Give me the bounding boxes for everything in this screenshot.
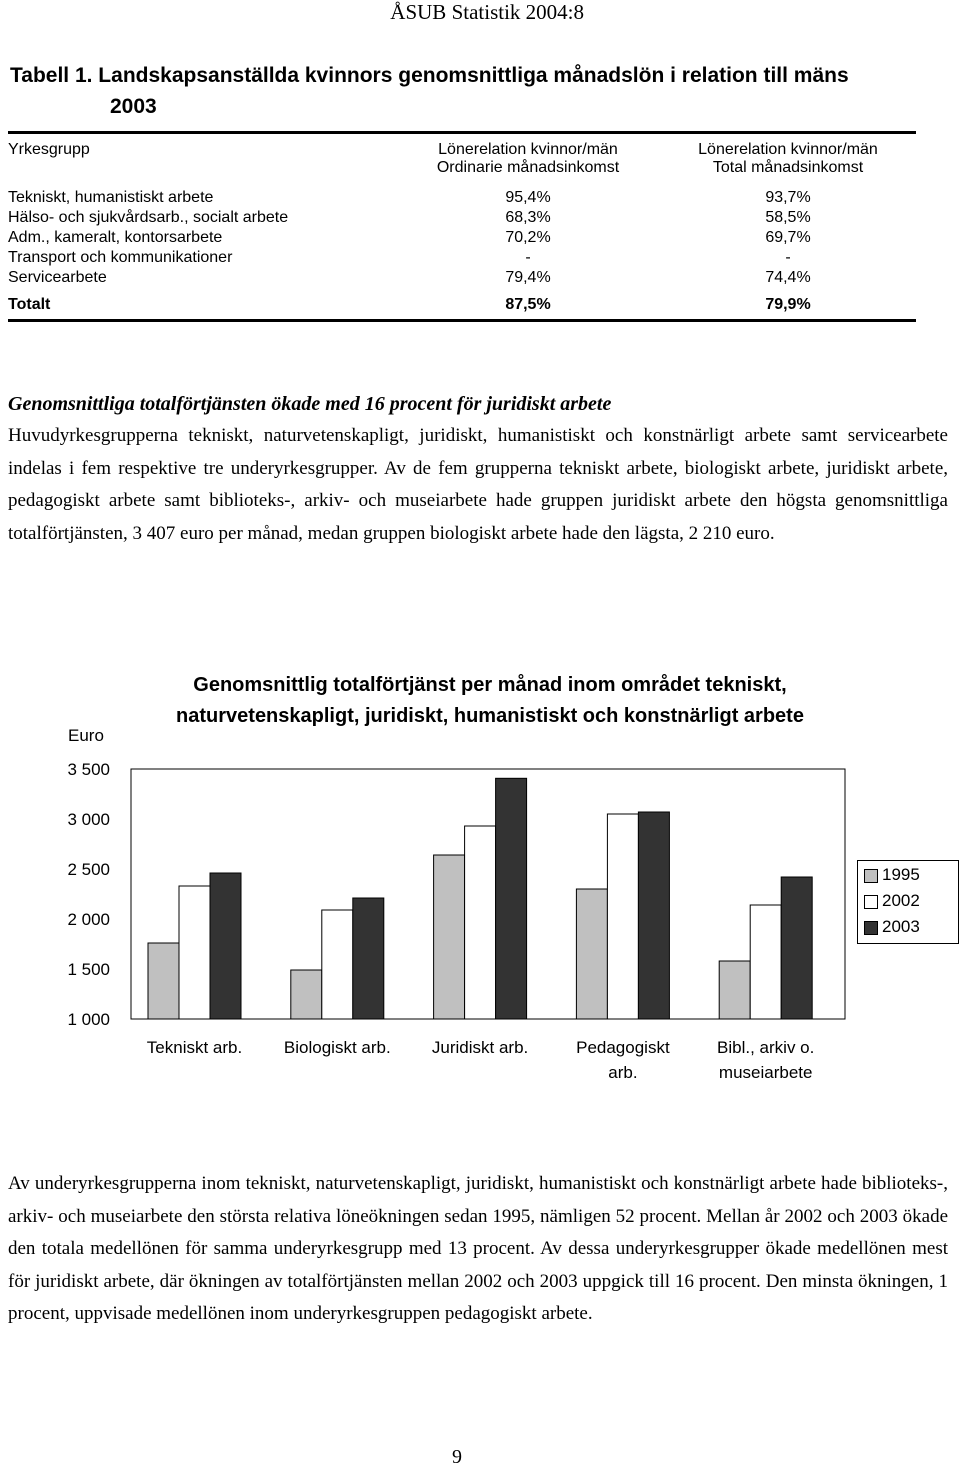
y-tick-label: 2 000 [67, 910, 110, 929]
x-category-label: arb. [608, 1063, 638, 1082]
page-number: 9 [452, 1446, 462, 1468]
row-total: 93,7% [765, 189, 811, 206]
column-header-ordinary [408, 141, 648, 177]
chart-title-line1: Genomsnittlig totalförtjänst per månad inom området tekniskt, [193, 674, 787, 696]
chart-title [130, 670, 850, 732]
legend-swatch-2003 [864, 921, 878, 935]
y-tick-label: 1 500 [67, 960, 110, 979]
row-total: 69,7% [765, 229, 811, 246]
legend-swatch-1995 [864, 869, 878, 883]
legend-label-2003: 2003 [882, 917, 920, 936]
bar-2002 [465, 826, 496, 1019]
x-category-label: Biologiskt arb. [283, 1038, 391, 1057]
x-category-label: Bibl., arkiv o. [717, 1038, 815, 1057]
row-group: Hälso- och sjukvårdsarb., socialt arbete [8, 209, 289, 226]
row-ordinary: 87,5% [505, 296, 551, 313]
table-row [8, 248, 916, 268]
paragraph: Av underyrkesgrupperna inom tekniskt, naturvetenskapligt, juridiskt, humanistiskt och konstnärligt arbete hade biblioteks-, arkiv- och museiarbete den största relativa löneökningen sedan 1995, nämligen 52 procent. Mellan år 2002 och 2003 ökade den totala medellönen för samma underyrkesgrupp med 13 procent. Av dessa underyrkesgrupper ökade medellönen mest för juridiskt arbete, där ökningen av totalförtjänsten mellan 2002 och 2003 uppgick till 16 procent. Den minsta ökningen, 1 procent, uppvisade medellönen inom underyrkesgruppen pedagogiskt arbete. [8, 1173, 948, 1324]
row-group: Transport och kommunikationer [8, 249, 233, 266]
bar-1995 [291, 970, 322, 1019]
table-row [8, 228, 916, 248]
table-top-rule [8, 131, 916, 134]
section-heading: Genomsnittliga totalförtjänsten ökade med 16 procent för juridiskt arbete [8, 393, 612, 415]
row-group: Servicearbete [8, 269, 107, 286]
table-row [8, 268, 916, 288]
bar-1995 [434, 855, 465, 1019]
column-header-ordinary-line2: Ordinarie månadsinkomst [436, 159, 620, 176]
bar-2003 [353, 898, 384, 1019]
row-ordinary: 70,2% [505, 229, 551, 246]
row-group: Adm., kameralt, kontorsarbete [8, 229, 223, 246]
legend-item-2002 [882, 891, 920, 911]
column-header-total-line1: Lönerelation kvinnor/män [698, 141, 878, 158]
bar-2003 [781, 877, 812, 1019]
y-tick-label: 1 000 [67, 1010, 110, 1029]
column-header-total-line2: Total månadsinkomst [712, 159, 864, 176]
table-total-row [8, 295, 916, 315]
column-header-group: Yrkesgrupp [8, 141, 90, 158]
x-category-label: Juridiskt arb. [431, 1038, 529, 1057]
table-title-line2: 2003 [110, 95, 157, 118]
row-ordinary: 68,3% [505, 209, 551, 226]
legend-label-2002: 2002 [882, 891, 920, 910]
row-total: 74,4% [765, 269, 811, 286]
bar-1995 [719, 961, 750, 1019]
column-header-total [668, 141, 908, 177]
bar-2002 [607, 814, 638, 1019]
legend-item-1995 [882, 865, 920, 885]
x-category-label: Pedagogiskt [576, 1038, 670, 1057]
y-axis-unit-label: Euro [68, 726, 104, 745]
y-tick-label: 3 000 [67, 810, 110, 829]
bar-2003 [638, 812, 669, 1019]
bar-2002 [750, 905, 781, 1019]
row-total: 58,5% [765, 209, 811, 226]
table-row [8, 208, 916, 228]
y-tick-label: 3 500 [67, 760, 110, 779]
x-category-label: museiarbete [718, 1063, 813, 1082]
bar-2003 [496, 778, 527, 1019]
row-group: Tekniskt, humanistiskt arbete [8, 189, 214, 206]
table-bottom-rule [8, 319, 916, 322]
y-tick-label: 2 500 [67, 860, 110, 879]
column-header-ordinary-line1: Lönerelation kvinnor/män [438, 141, 618, 158]
row-ordinary: 79,4% [505, 269, 551, 286]
bar-chart [0, 740, 960, 1090]
page-header: ÅSUB Statistik 2004:8 [390, 0, 584, 24]
row-ordinary: - [525, 249, 531, 266]
table-title [10, 60, 950, 122]
row-total: - [785, 249, 791, 266]
chart-title-line2: naturvetenskapligt, juridiskt, humanistiskt och konstnärligt arbete [176, 705, 804, 727]
chart-legend [857, 860, 959, 944]
table-row [8, 188, 916, 208]
bar-2003 [210, 873, 241, 1019]
row-total: 79,9% [765, 296, 811, 313]
table-title-line1: Tabell 1. Landskapsanställda kvinnors genomsnittliga månadslön i relation till mäns [10, 64, 849, 87]
legend-label-1995: 1995 [882, 865, 920, 884]
legend-swatch-2002 [864, 895, 878, 909]
bar-1995 [576, 889, 607, 1019]
legend-item-2003 [882, 917, 920, 937]
paragraph: Huvudyrkesgrupperna tekniskt, naturvetenskapligt, juridiskt, humanistiskt och konstnärligt arbete samt servicearbete indelas i fem respektive tre underyrkesgrupper. Av de fem grupperna tekniskt arbete, biologiskt arbete, juridiskt arbete, pedagogiskt arbete samt biblioteks-, arkiv- och museiarbete hade gruppen juridiskt arbete den högsta genomsnittliga totalförtjänsten, 3 407 euro per månad, medan gruppen biologiskt arbete hade den lägsta, 2 210 euro. [8, 425, 948, 544]
row-group: Totalt [8, 296, 51, 313]
row-ordinary: 95,4% [505, 189, 551, 206]
x-category-label: Tekniskt arb. [146, 1038, 243, 1057]
bar-2002 [179, 886, 210, 1019]
bar-2002 [322, 910, 353, 1019]
bar-1995 [148, 943, 179, 1019]
